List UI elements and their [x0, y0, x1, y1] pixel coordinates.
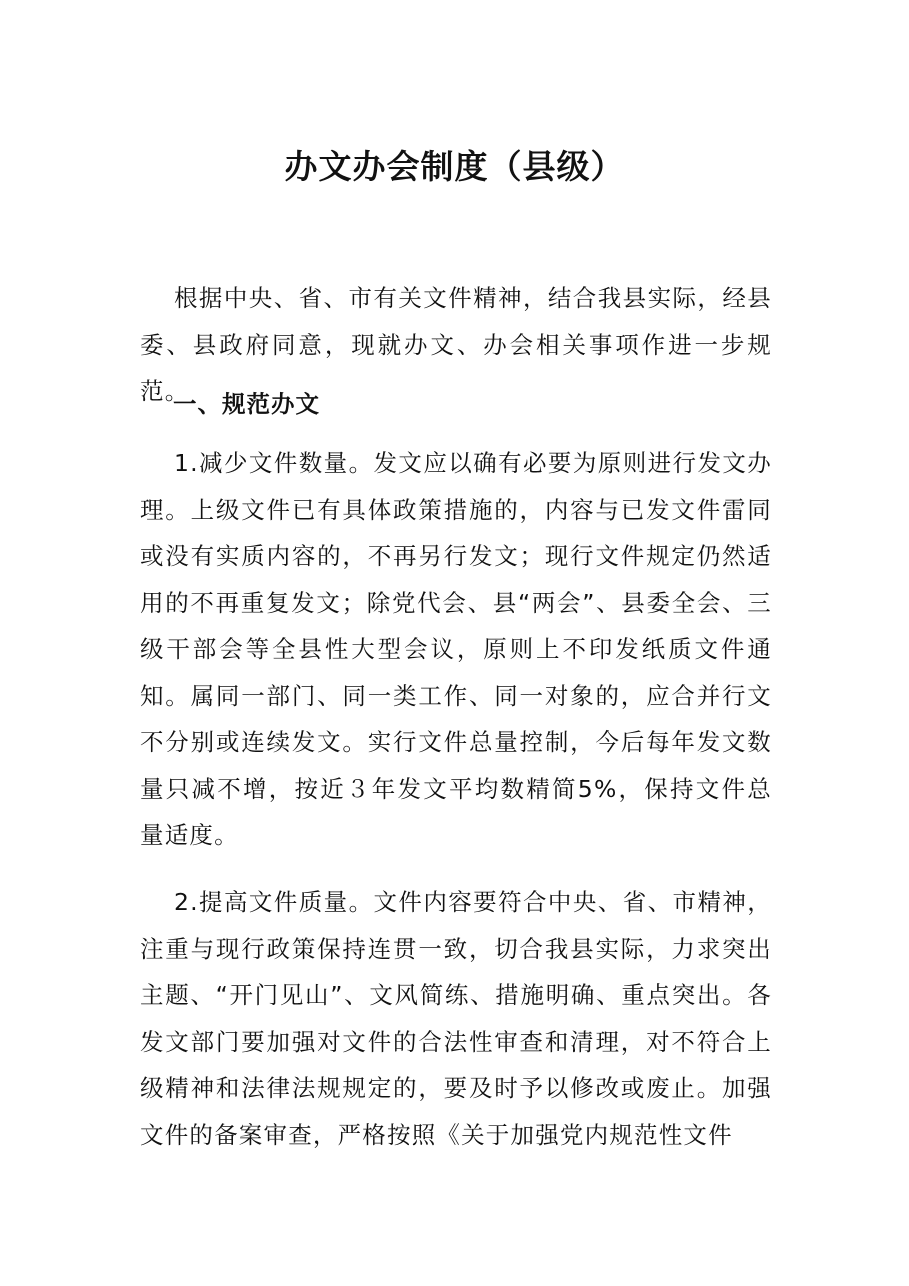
paragraph-improve-quality: 2.提高文件质量。文件内容要符合中央、省、市精神，注重与现行政策保持连贯一致，切合我县实际，力求突出主题、“开门见山”、文风简练、措施明确、重点突出。各发文部门要加强对文件的合法性审查和清理，对不符合上级精神和法律法规规定的，要及时予以修改或废止。加强文件的备案审查，严格按照《关于加强党内规范性文件: [140, 888, 772, 1149]
paragraph-reduce-documents: 1.减少文件数量。发文应以确有必要为原则进行发文办理。上级文件已有具体政策措施的，内容与已发文件雷同或没有实质内容的，不再另行发文；现行文件规定仍然适用的不再重复发文；除党代会、县“两会”、县委全会、三级干部会等全县性大型会议，原则上不印发纸质文件通知。属同一部门、同一类工作、同一对象的，应合并行文不分别或连续发文。实行文件总量控制，今后每年发文数量只减不增，按近３年发文平均数精简5%，保持文件总量适度。: [140, 449, 772, 849]
section-heading: 一、规范办文: [173, 390, 320, 418]
intro-paragraph: 根据中央、省、市有关文件精神，结合我县实际，经县委、县政府同意，现就办文、办会相关事项作进一步规范。: [140, 284, 772, 405]
document-title: 办文办会制度（县级）: [284, 147, 625, 186]
